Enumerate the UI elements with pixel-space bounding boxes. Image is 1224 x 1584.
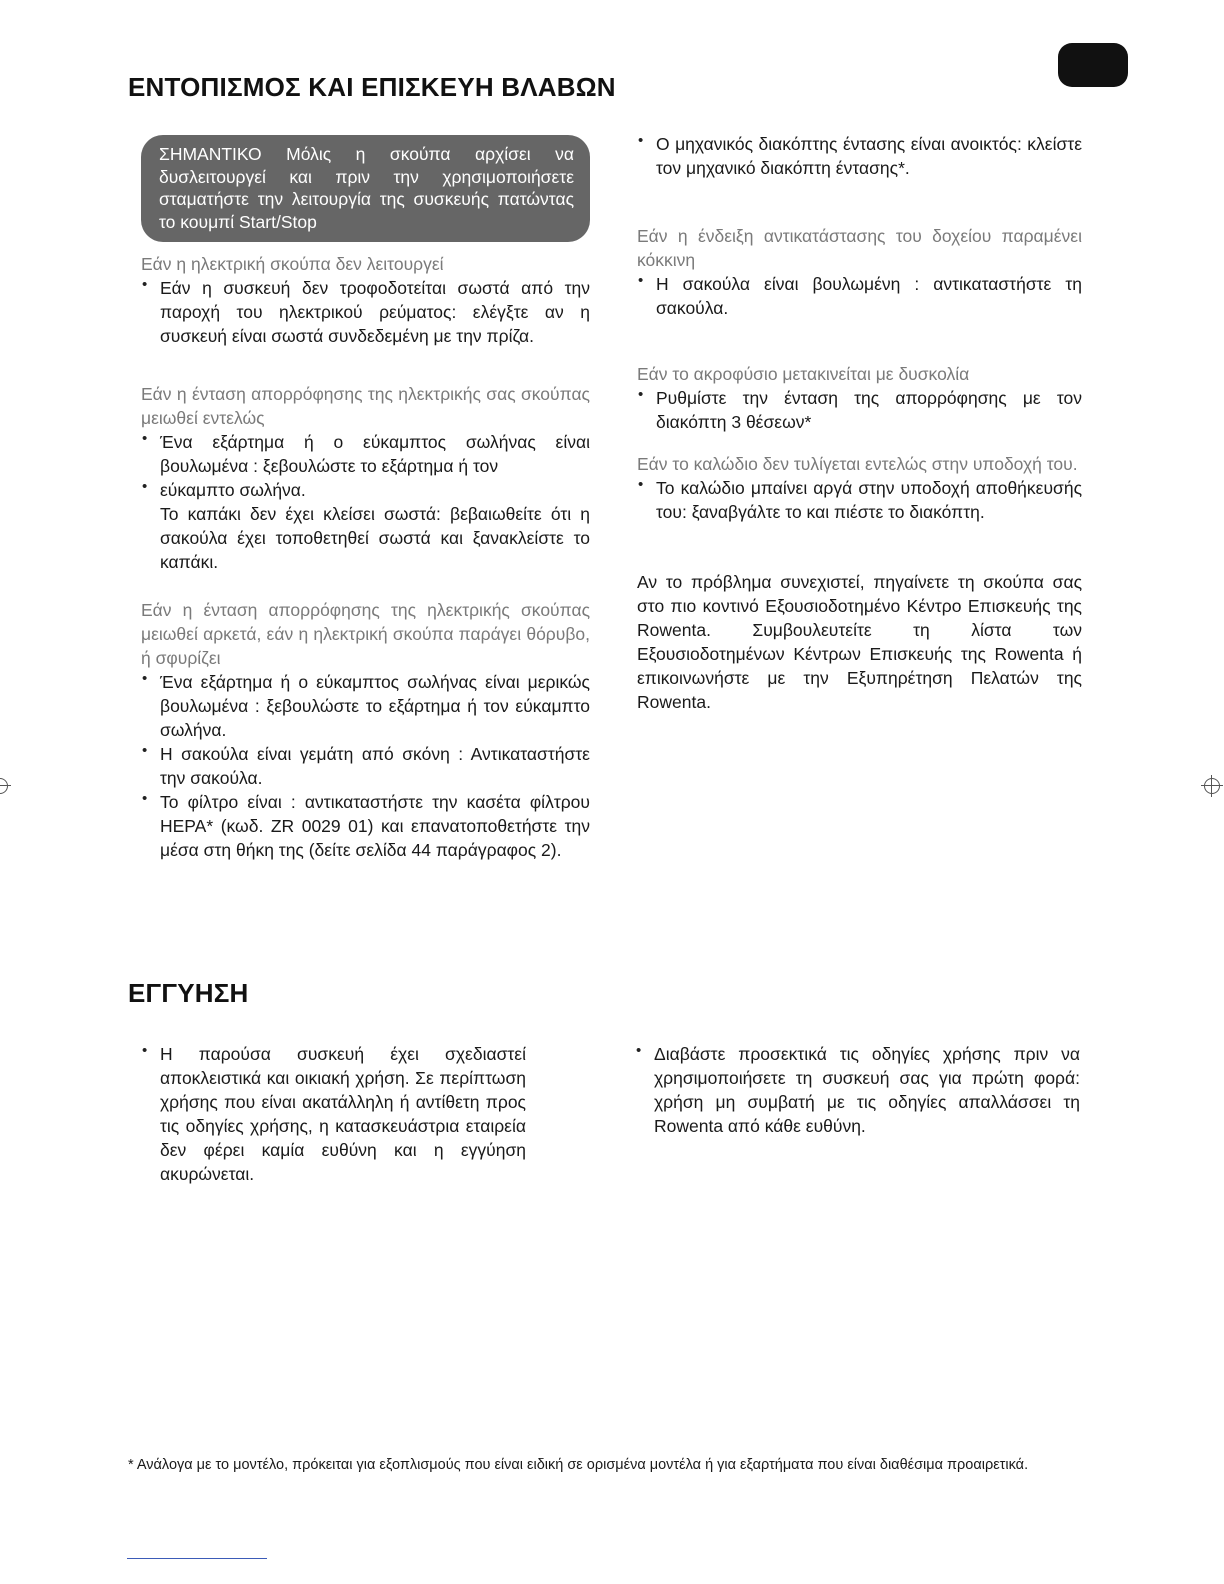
fault-condition: Εάν η ένταση απορρόφησης της ηλεκτρικής σκούπας μειωθεί αρκετά, εάν η ηλεκτρική σκούπα παράγει θόρυβο, ή σφυρίζει — [141, 600, 590, 668]
fault-block-nozzle — [637, 362, 1082, 434]
list-item: • Ένα εξάρτημα ή ο εύκαμπτος σωλήνας είναι μερικώς βουλωμένα : ξεβουλώστε το εξάρτημα ή τον εύκαμπτο σωλήνα. — [141, 670, 590, 742]
list-item: • Ρυθμίστε την ένταση της απορρόφησης με τον διακόπτη 3 θέσεων* — [637, 386, 1082, 434]
list-item: • Το καλώδιο μπαίνει αργά στην υποδοχή αποθήκευσής του: ξαναβγάλτε το και πιέστε το διακόπτη. — [637, 476, 1082, 524]
fault-condition: Εάν η ηλεκτρική σκούπα δεν λειτουργεί — [141, 254, 444, 274]
list-item: • Ο μηχανικός διακόπτης έντασης είναι ανοικτός: κλείστε τον μηχανικό διακόπτη έντασης*. — [637, 132, 1082, 180]
list-item: • Το φίλτρο είναι : αντικαταστήστε την κασέτα φίλτρου HEPA* (κωδ. ZR 0029 01) και επανατοποθετήστε την μέσα στη θήκη της (δείτε σελίδα 44 παράγραφος 2). — [141, 790, 590, 862]
fault-block-cord — [637, 452, 1082, 524]
footnote: * Ανάλογα με το μοντέλο, πρόκειται για εξοπλισμούς που είναι ειδική σε ορισμένα μοντέλα ή για εξαρτήματα που είναι διαθέσιμα προαιρετικά. — [128, 1457, 1029, 1473]
list-item: • Η σακούλα είναι γεμάτη από σκόνη : Αντικαταστήστε την σακούλα. — [141, 742, 590, 790]
warranty-right-column — [635, 1042, 1080, 1138]
troubleshooting-right-column — [637, 132, 1082, 714]
list-item: • Η σακούλα είναι βουλωμένη : αντικαταστήστε τη σακούλα. — [637, 272, 1082, 320]
fault-condition: Εάν το καλώδιο δεν τυλίγεται εντελώς στην υποδοχή του. — [637, 454, 1078, 474]
troubleshooting-left-column — [141, 135, 590, 890]
fault-block-no-suction — [141, 382, 590, 574]
fault-block-not-working — [141, 252, 590, 348]
fault-block-switch — [637, 132, 1082, 180]
registration-mark-icon — [0, 778, 8, 794]
footer-rule — [127, 1558, 267, 1559]
fault-block-reduced-suction — [141, 598, 590, 862]
fault-condition: Εάν η ένδειξη αντικατάστασης του δοχείου παραμένει κόκκινη — [637, 226, 1082, 270]
list-item: Το καπάκι δεν έχει κλείσει σωστά: βεβαιωθείτε ότι η σακούλα έχει τοποθετηθεί σωστά και ξανακλείστε το καπάκι. — [160, 504, 590, 572]
warranty-left-column — [141, 1042, 526, 1186]
page-tab-marker — [1058, 43, 1128, 87]
closing-paragraph: Αν το πρόβλημα συνεχιστεί, πηγαίνετε τη σκούπα σας στο πιο κοντινό Εξουσιοδοτημένο Κέντρο Επισκευής της Rowenta. Συμβουλευτείτε τη λίστα των Εξουσιοδοτημένων Κέντρων Επισκευής της Rowenta ή επικοινωνήστε με την Εξυπηρέτηση Πελατών της Rowenta. — [637, 572, 1082, 712]
fault-condition: Εάν η ένταση απορρόφησης της ηλεκτρικής σας σκούπας μειωθεί εντελώς — [141, 384, 590, 428]
fault-condition: Εάν το ακροφύσιο μετακινείται με δυσκολία — [637, 364, 970, 384]
list-item: • Ένα εξάρτημα ή ο εύκαμπτος σωλήνας είναι βουλωμένα : ξεβουλώστε το εξάρτημα ή τον — [141, 430, 590, 478]
registration-mark-icon — [1204, 778, 1220, 794]
list-item: • Εάν η συσκευή δεν τροφοδοτείται σωστά από την παροχή του ηλεκτρικού ρεύματος: ελέγξτε αν η συσκευή είναι σωστά συνδεδεμένη με την πρίζα. — [141, 276, 590, 348]
warranty-title: ΕΓΓΥΗΣΗ — [128, 978, 249, 1008]
troubleshooting-title: ΕΝΤΟΠΙΣΜΟΣ ΚΑΙ ΕΠΙΣΚΕΥΗ ΒΛΑΒΩΝ — [128, 72, 616, 102]
important-notice: ΣΗΜΑΝΤΙΚΟ Μόλις η σκούπα αρχίσει να δυσλειτουργεί και πριν την χρησιμοποιήσετε σταματήστε την λειτουργία της συσκευής πατώντας το κουμπί Start/Stop — [141, 135, 590, 242]
list-item: • Η παρούσα συσκευή έχει σχεδιαστεί αποκλειστικά και οικιακή χρήση. Σε περίπτωση χρήσης που είναι ακατάλληλη ή αντίθετη προς τις οδηγίες χρήσης, η κατασκευάστρια εταιρεία δεν φέρει καμία ευθύνη και η εγγύηση ακυρώνεται. — [141, 1042, 526, 1186]
list-item: • Διαβάστε προσεκτικά τις οδηγίες χρήσης πριν να χρησιμοποιήσετε τη συσκευή σας για πρώτη φορά: χρήση μη συμβατή με τις οδηγίες απαλλάσσει τη Rowenta από κάθε ευθύνη. — [635, 1042, 1080, 1138]
fault-block-indicator — [637, 224, 1082, 320]
list-item: • εύκαμπτο σωλήνα. — [141, 478, 590, 502]
